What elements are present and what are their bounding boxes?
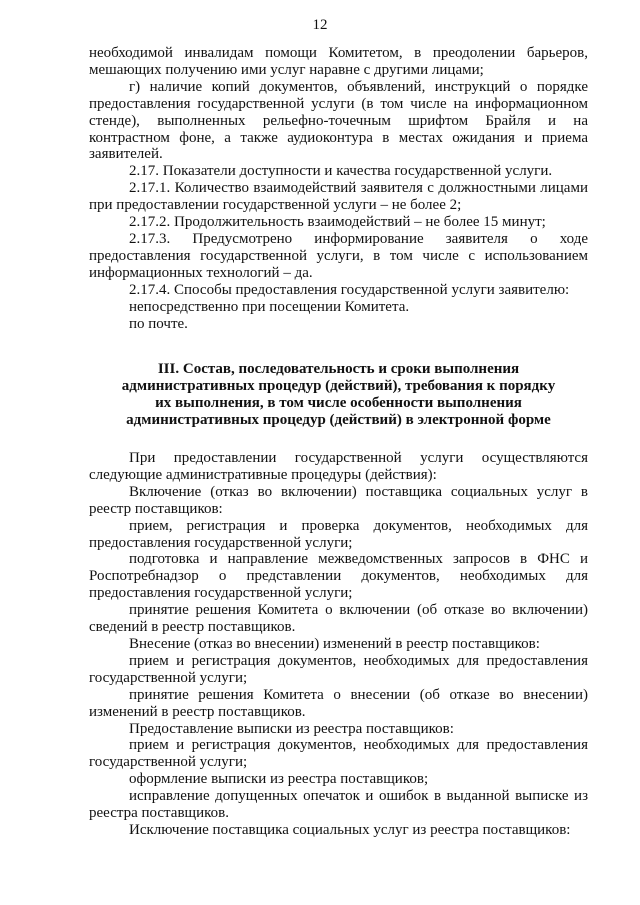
paragraph: Внесение (отказ во внесении) изменений в реестр поставщиков:	[129, 636, 540, 652]
paragraph: исправление допущенных опечаток и ошибок в выданной выписке из реестра поставщиков.	[89, 788, 588, 822]
paragraph: необходимой инвалидам помощи Комитетом, в преодолении барьеров, мешающих получению ими услуг наравне с другими лицами;	[89, 45, 588, 78]
paragraph: Исключение поставщика социальных услуг из реестра поставщиков:	[129, 821, 571, 838]
document-body	[89, 45, 588, 839]
section-heading-line: III. Состав, последовательность и сроки выполнения	[157, 361, 520, 378]
paragraph: 2.17.2. Продолжительность взаимодействий – не более 15 минут;	[129, 214, 546, 231]
paragraph: г) наличие копий документов, объявлений, инструкций о порядке предоставления государственной услуги (в том числе на информационном стенде), выполненных рельефно-точечным шрифтом Брайля и на контрастном фоне, а также аудиоконтура в местах ожидания и приема заявителей.	[89, 78, 588, 163]
paragraph: 2.17.4. Способы предоставления государственной услуги заявителю:	[129, 281, 570, 298]
paragraph: 2.17.3. Предусмотрено информирование заявителя о ходе предоставления государственной услуги, в том числе с использованием информационных технологий – да.	[89, 230, 588, 281]
paragraph: прием и регистрация документов, необходимых для предоставления государственной услуги;	[89, 737, 588, 771]
paragraph: по почте.	[129, 315, 188, 332]
section-heading-line: их выполнения, в том числе особенности выполнения	[155, 395, 522, 412]
paragraph: оформление выписки из реестра поставщиков;	[129, 771, 429, 788]
page-number: 12	[312, 17, 328, 33]
section-heading-line: административных процедур (действий), требования к порядку	[121, 378, 556, 395]
paragraph: прием и регистрация документов, необходимых для предоставления государственной услуги;	[89, 652, 588, 686]
section-heading-line: административных процедур (действий) в электронной форме	[126, 412, 551, 429]
paragraph: непосредственно при посещении Комитета.	[129, 298, 410, 315]
paragraph: принятие решения Комитета о включении (об отказе во включении) сведений в реестр поставщиков.	[89, 602, 588, 636]
paragraph: принятие решения Комитета о внесении (об отказе во внесении) изменений в реестр поставщиков.	[89, 686, 588, 720]
paragraph: подготовка и направление межведомственных запросов в ФНС и Роспотребнадзор о представлении документов, необходимых для предоставления государственной услуги;	[89, 551, 588, 602]
paragraph: Включение (отказ во включении) поставщика социальных услуг в реестр поставщиков:	[89, 483, 588, 517]
paragraph: 2.17. Показатели доступности и качества государственной услуги.	[129, 163, 553, 180]
paragraph: При предоставлении государственной услуги осуществляются следующие административные процедуры (действия):	[89, 450, 588, 483]
paragraph: прием, регистрация и проверка документов, необходимых для предоставления государственной услуги;	[89, 517, 588, 551]
paragraph: Предоставление выписки из реестра поставщиков:	[129, 720, 454, 737]
paragraph: 2.17.1. Количество взаимодействий заявителя с должностными лицами при предоставлении государственной услуги – не более 2;	[89, 180, 588, 214]
section-heading	[89, 361, 588, 429]
